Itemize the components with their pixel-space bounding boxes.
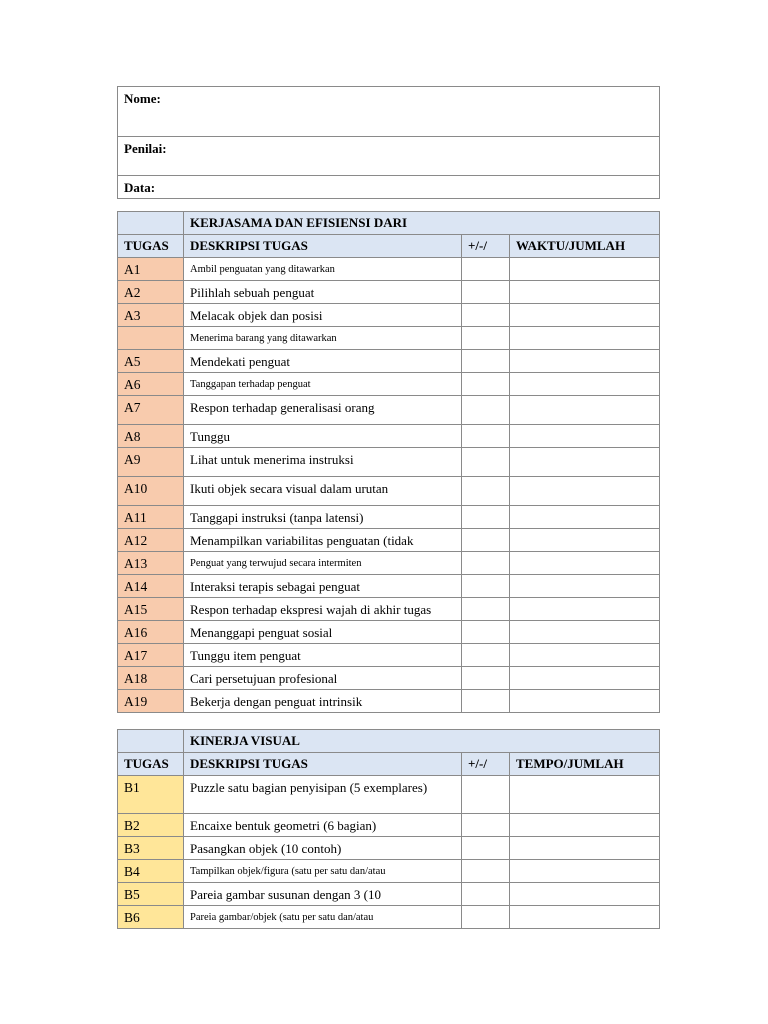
- table-row: [118, 883, 660, 906]
- section-a-header-row: [118, 235, 660, 258]
- task-code: A1: [118, 258, 184, 281]
- task-description: Tunggu item penguat: [184, 644, 462, 667]
- task-code: A11: [118, 506, 184, 529]
- task-code: [118, 327, 184, 350]
- table-row: [118, 776, 660, 814]
- table-row: [118, 373, 660, 396]
- table-row: [118, 396, 660, 425]
- task-description: Puzzle satu bagian penyisipan (5 exemplares): [184, 776, 462, 814]
- col-header-score: +/-/: [462, 753, 510, 776]
- table-row: [118, 621, 660, 644]
- table-row: [118, 690, 660, 713]
- waktu-jumlah-cell[interactable]: [510, 425, 660, 448]
- task-description: Penguat yang terwujud secara intermiten: [184, 552, 462, 575]
- score-cell[interactable]: [462, 667, 510, 690]
- task-description: Tanggapan terhadap penguat: [184, 373, 462, 396]
- table-row: [118, 598, 660, 621]
- task-description: Ambil penguatan yang ditawarkan: [184, 258, 462, 281]
- task-code: A7: [118, 396, 184, 425]
- task-code: B3: [118, 837, 184, 860]
- task-code: B1: [118, 776, 184, 814]
- task-code: B5: [118, 883, 184, 906]
- waktu-jumlah-cell[interactable]: [510, 448, 660, 477]
- task-code: A15: [118, 598, 184, 621]
- score-cell[interactable]: [462, 644, 510, 667]
- task-description: Encaixe bentuk geometri (6 bagian): [184, 814, 462, 837]
- waktu-jumlah-cell[interactable]: [510, 621, 660, 644]
- penilai-field[interactable]: [118, 137, 660, 176]
- task-description: Bekerja dengan penguat intrinsik: [184, 690, 462, 713]
- waktu-jumlah-cell[interactable]: [510, 281, 660, 304]
- task-description: Pasangkan objek (10 contoh): [184, 837, 462, 860]
- score-cell[interactable]: [462, 281, 510, 304]
- table-row: [118, 667, 660, 690]
- task-code: A19: [118, 690, 184, 713]
- task-code: B6: [118, 906, 184, 929]
- data-label: Data:: [124, 180, 156, 195]
- data-field[interactable]: [118, 176, 660, 199]
- waktu-jumlah-cell[interactable]: [510, 644, 660, 667]
- task-code: A16: [118, 621, 184, 644]
- task-code: A5: [118, 350, 184, 373]
- tempo-jumlah-cell[interactable]: [510, 860, 660, 883]
- task-description: Menerima barang yang ditawarkan: [184, 327, 462, 350]
- waktu-jumlah-cell[interactable]: [510, 667, 660, 690]
- table-row: [118, 304, 660, 327]
- waktu-jumlah-cell[interactable]: [510, 598, 660, 621]
- task-description: Pareia gambar susunan dengan 3 (10: [184, 883, 462, 906]
- table-row: [118, 448, 660, 477]
- table-row: [118, 906, 660, 929]
- score-cell[interactable]: [462, 304, 510, 327]
- waktu-jumlah-cell[interactable]: [510, 258, 660, 281]
- section-b-title: KINERJA VISUAL: [184, 730, 660, 753]
- score-cell[interactable]: [462, 776, 510, 814]
- task-code: A14: [118, 575, 184, 598]
- tempo-jumlah-cell[interactable]: [510, 883, 660, 906]
- table-row: [118, 327, 660, 350]
- waktu-jumlah-cell[interactable]: [510, 690, 660, 713]
- waktu-jumlah-cell[interactable]: [510, 373, 660, 396]
- col-header-tugas: TUGAS: [118, 753, 184, 776]
- table-row: [118, 425, 660, 448]
- nome-field[interactable]: [118, 87, 660, 137]
- task-description: Lihat untuk menerima instruksi: [184, 448, 462, 477]
- task-description: Pareia gambar/objek (satu per satu dan/atau: [184, 906, 462, 929]
- score-cell[interactable]: [462, 621, 510, 644]
- info-table: [117, 86, 660, 199]
- task-description: Mendekati penguat: [184, 350, 462, 373]
- score-cell[interactable]: [462, 506, 510, 529]
- task-description: Pilihlah sebuah penguat: [184, 281, 462, 304]
- task-description: Tunggu: [184, 425, 462, 448]
- task-code: A18: [118, 667, 184, 690]
- score-cell[interactable]: [462, 690, 510, 713]
- task-code: A13: [118, 552, 184, 575]
- col-header-deskripsi: DESKRIPSI TUGAS: [184, 753, 462, 776]
- task-code: A6: [118, 373, 184, 396]
- table-row: [118, 529, 660, 552]
- table-row: [118, 552, 660, 575]
- task-code: A12: [118, 529, 184, 552]
- task-description: Respon terhadap ekspresi wajah di akhir tugas: [184, 598, 462, 621]
- section-a-title-row: [118, 212, 660, 235]
- score-cell[interactable]: [462, 837, 510, 860]
- task-code: A2: [118, 281, 184, 304]
- score-cell[interactable]: [462, 396, 510, 425]
- col-header-deskripsi: DESKRIPSI TUGAS: [184, 235, 462, 258]
- score-cell[interactable]: [462, 906, 510, 929]
- task-description: Melacak objek dan posisi: [184, 304, 462, 327]
- waktu-jumlah-cell[interactable]: [510, 506, 660, 529]
- task-description: Menampilkan variabilitas penguatan (tidak: [184, 529, 462, 552]
- waktu-jumlah-cell[interactable]: [510, 552, 660, 575]
- nome-label: Nome:: [124, 91, 161, 106]
- task-description: Tanggapi instruksi (tanpa latensi): [184, 506, 462, 529]
- score-cell[interactable]: [462, 258, 510, 281]
- task-code: B2: [118, 814, 184, 837]
- waktu-jumlah-cell[interactable]: [510, 304, 660, 327]
- task-code: A3: [118, 304, 184, 327]
- task-code: A8: [118, 425, 184, 448]
- task-description: Tampilkan objek/figura (satu per satu dan/atau: [184, 860, 462, 883]
- waktu-jumlah-cell[interactable]: [510, 529, 660, 552]
- score-cell[interactable]: [462, 552, 510, 575]
- table-row: [118, 258, 660, 281]
- task-table-a: [117, 211, 660, 713]
- section-a-title: KERJASAMA DAN EFISIENSI DARI: [184, 212, 660, 235]
- tempo-jumlah-cell[interactable]: [510, 776, 660, 814]
- table-row: [118, 281, 660, 304]
- penilai-label: Penilai:: [124, 141, 167, 156]
- table-row: [118, 644, 660, 667]
- table-row: [118, 837, 660, 860]
- task-code: A10: [118, 477, 184, 506]
- score-cell[interactable]: [462, 327, 510, 350]
- table-row: [118, 477, 660, 506]
- table-row: [118, 860, 660, 883]
- table-row: [118, 506, 660, 529]
- score-cell[interactable]: [462, 575, 510, 598]
- task-description: Interaksi terapis sebagai penguat: [184, 575, 462, 598]
- waktu-jumlah-cell[interactable]: [510, 350, 660, 373]
- score-cell[interactable]: [462, 350, 510, 373]
- score-cell[interactable]: [462, 598, 510, 621]
- score-cell[interactable]: [462, 529, 510, 552]
- col-header-tugas: TUGAS: [118, 235, 184, 258]
- task-description: Menanggapi penguat sosial: [184, 621, 462, 644]
- score-cell[interactable]: [462, 860, 510, 883]
- task-description: Respon terhadap generalisasi orang: [184, 396, 462, 425]
- table-row: [118, 814, 660, 837]
- col-header-tempo: TEMPO/JUMLAH: [510, 753, 660, 776]
- score-cell[interactable]: [462, 477, 510, 506]
- tempo-jumlah-cell[interactable]: [510, 906, 660, 929]
- waktu-jumlah-cell[interactable]: [510, 477, 660, 506]
- score-cell[interactable]: [462, 883, 510, 906]
- section-b-title-row: [118, 730, 660, 753]
- col-header-waktu: WAKTU/JUMLAH: [510, 235, 660, 258]
- task-code: B4: [118, 860, 184, 883]
- table-row: [118, 350, 660, 373]
- waktu-jumlah-cell[interactable]: [510, 575, 660, 598]
- table-row: [118, 575, 660, 598]
- score-cell[interactable]: [462, 814, 510, 837]
- task-code: A17: [118, 644, 184, 667]
- score-cell[interactable]: [462, 448, 510, 477]
- score-cell[interactable]: [462, 425, 510, 448]
- section-b-header-row: [118, 753, 660, 776]
- tempo-jumlah-cell[interactable]: [510, 837, 660, 860]
- tempo-jumlah-cell[interactable]: [510, 814, 660, 837]
- task-code: A9: [118, 448, 184, 477]
- waktu-jumlah-cell[interactable]: [510, 327, 660, 350]
- waktu-jumlah-cell[interactable]: [510, 396, 660, 425]
- task-description: Cari persetujuan profesional: [184, 667, 462, 690]
- task-description: Ikuti objek secara visual dalam urutan: [184, 477, 462, 506]
- score-cell[interactable]: [462, 373, 510, 396]
- task-table-b: [117, 729, 660, 929]
- col-header-score: +/-/: [462, 235, 510, 258]
